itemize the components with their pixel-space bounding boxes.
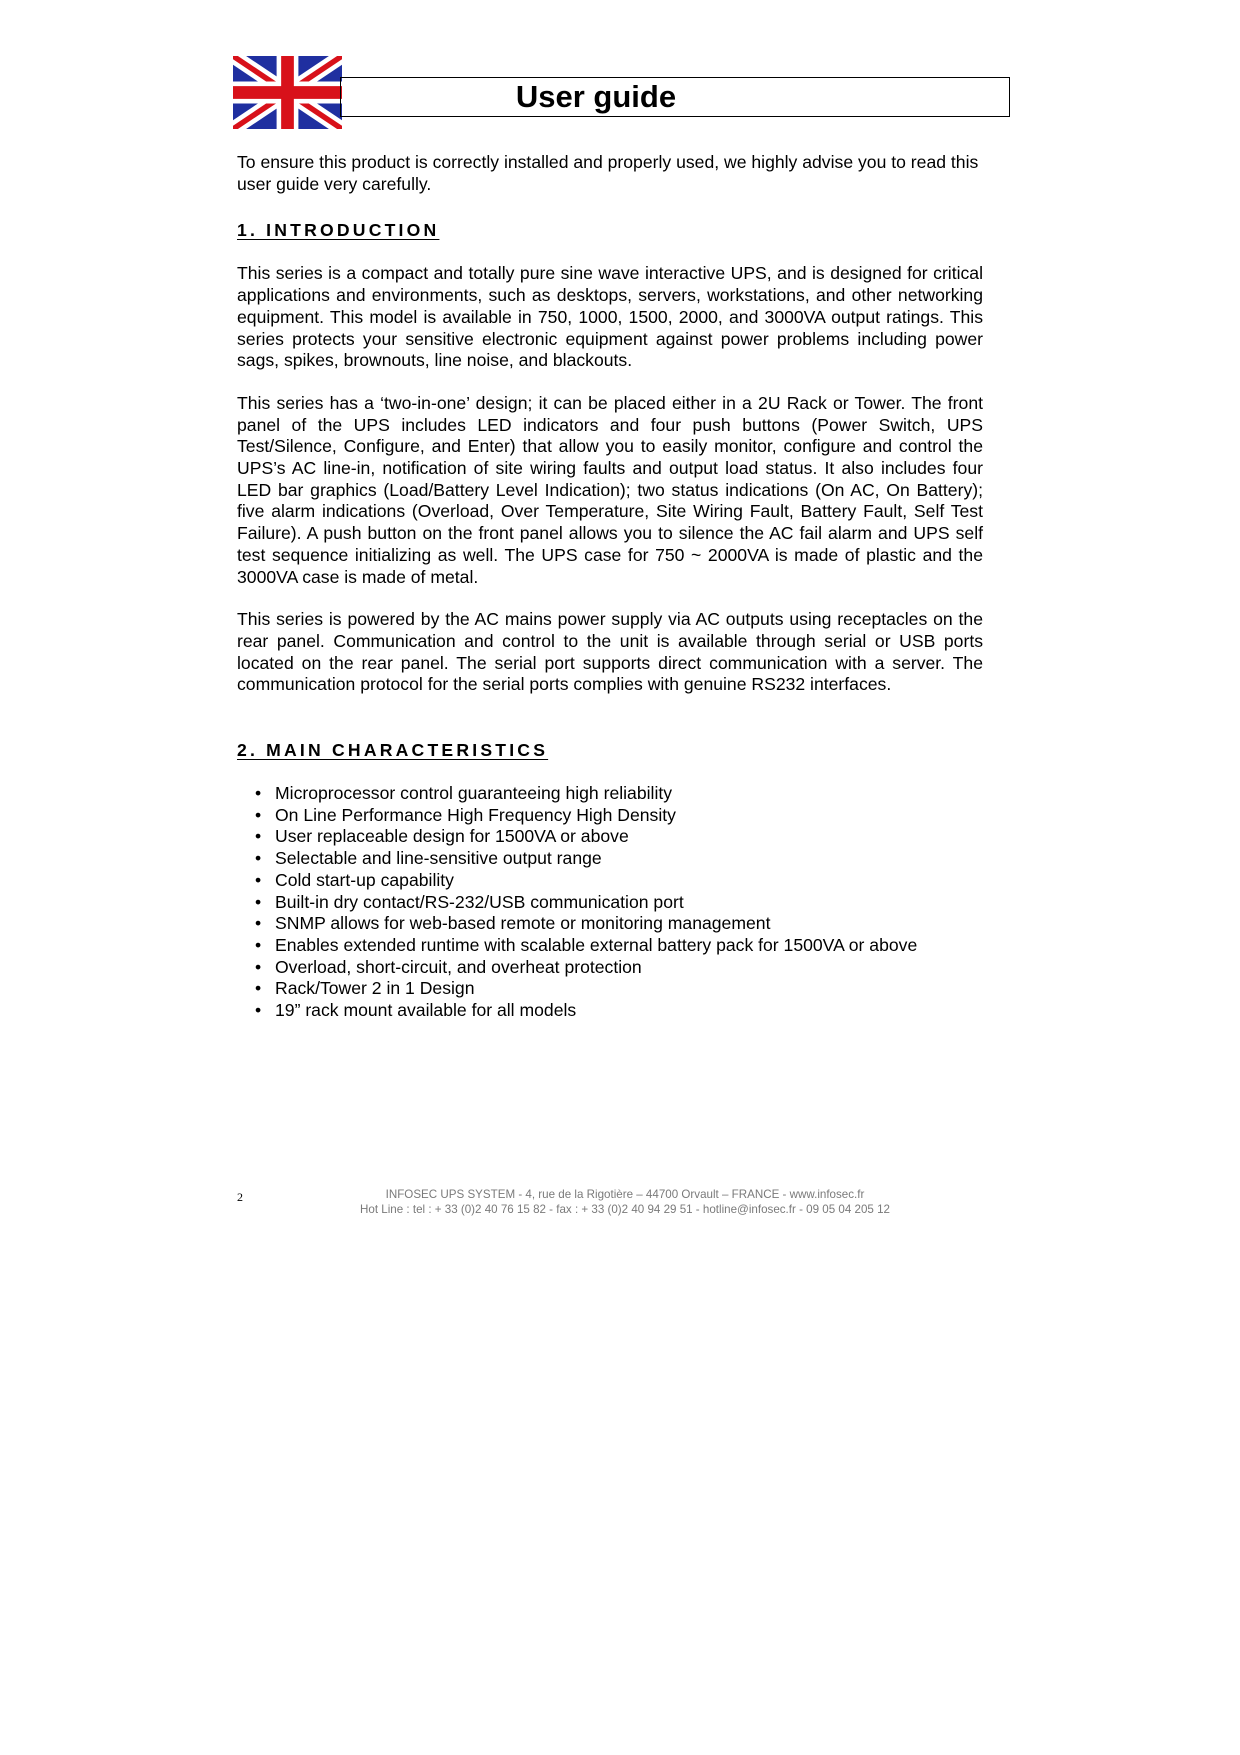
list-item: • 19” rack mount available for all models <box>255 1000 577 1021</box>
list-item: • SNMP allows for web-based remote or monitoring management <box>255 913 771 934</box>
list-item: • Selectable and line-sensitive output range <box>255 848 602 869</box>
document-body <box>237 152 983 1022</box>
footer-address: INFOSEC UPS SYSTEM - 4, rue de la Rigotière – 44700 Orvault – FRANCE - www.infosec.fr <box>385 1188 865 1201</box>
bullet-icon: • <box>255 848 262 869</box>
intro-paragraph-1: This series is a compact and totally pure sine wave interactive UPS, and is designed for critical applications and environments, such as desktops, servers, workstations, and other networking equipment. This model is available in 750, 1000, 1500, 2000, and 3000VA output ratings. This series protects your sensitive electronic equipment against power problems including power sags, spikes, brownouts, line noise, and blackouts. <box>237 263 983 371</box>
bullet-icon: • <box>255 826 262 847</box>
list-item: • Cold start-up capability <box>255 869 454 890</box>
list-item: • Built-in dry contact/RS-232/USB communication port <box>255 891 684 912</box>
list-item: • Enables extended runtime with scalable external battery pack for 1500VA or above <box>255 934 918 955</box>
list-item: • On Line Performance High Frequency High Density <box>255 804 676 825</box>
list-item: • User replaceable design for 1500VA or above <box>255 826 629 847</box>
bullet-icon: • <box>255 804 262 825</box>
section-heading-introduction: 1. INTRODUCTION <box>237 220 440 241</box>
bullet-icon: • <box>255 913 262 934</box>
page-number: 2 <box>237 1190 243 1204</box>
bullet-icon: • <box>255 783 262 804</box>
bullet-icon: • <box>255 1000 262 1021</box>
list-item: • Rack/Tower 2 in 1 Design <box>255 978 475 999</box>
title-box <box>340 77 1010 117</box>
list-item: • Microprocessor control guaranteeing high reliability <box>255 783 673 804</box>
page-title: User guide <box>515 79 677 114</box>
intro-paragraph-3: This series is powered by the AC mains power supply via AC outputs using receptacles on the rear panel. Communication and control to the unit is available through serial or USB ports located on the rear panel. The serial port supports direct communication with a server. The communication protocol for the serial ports complies with genuine RS232 interfaces. <box>237 609 983 695</box>
intro-note: To ensure this product is correctly installed and properly used, we highly advise you to read this user guide very carefully. <box>237 152 979 194</box>
characteristics-list <box>237 783 983 1022</box>
footer-contact: Hot Line : tel : + 33 (0)2 40 76 15 82 - fax : + 33 (0)2 40 94 29 51 - hotline@infosec.fr - 09 05 04 205 12 <box>360 1203 890 1216</box>
bullet-icon: • <box>255 934 262 955</box>
list-item: • Overload, short-circuit, and overheat protection <box>255 956 642 977</box>
section-heading-main-characteristics: 2. MAIN CHARACTERISTICS <box>237 740 549 761</box>
bullet-icon: • <box>255 956 262 977</box>
bullet-icon: • <box>255 869 262 890</box>
footer <box>300 1187 950 1217</box>
intro-paragraph-2: This series has a ‘two-in-one’ design; it can be placed either in a 2U Rack or Tower. The front panel of the UPS includes LED indicators and four push buttons (Power Switch, UPS Test/Silence, Configure, and Enter) that allow you to easily monitor, configure and control the UPS’s AC line-in, notification of site wiring faults and output load status. It also includes four LED bar graphics (Load/Battery Level Indication); two status indications (On AC, On Battery); five alarm indications (Overload, Over Temperature, Site Wiring Fault, Battery Fault, Self Test Failure). A push button on the front panel allows you to silence the AC fail alarm and UPS self test sequence initializing as well. The UPS case for 750 ~ 2000VA is made of plastic and the 3000VA case is made of metal. <box>237 392 983 587</box>
bullet-icon: • <box>255 978 262 999</box>
bullet-icon: • <box>255 891 262 912</box>
